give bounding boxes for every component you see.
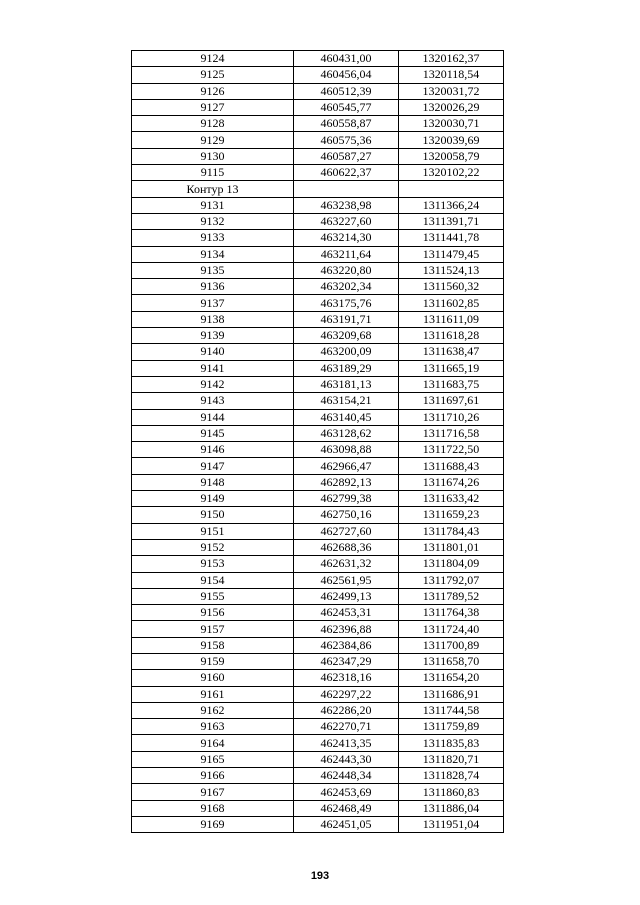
x-coordinate-cell: 462688,36	[294, 539, 399, 555]
table-row	[132, 572, 504, 588]
y-coordinate-cell: 1320031,72	[399, 83, 504, 99]
table-row	[132, 181, 504, 197]
x-coordinate-cell: 462347,29	[294, 653, 399, 669]
y-coordinate-cell: 1311674,26	[399, 474, 504, 490]
x-coordinate-cell: 462318,16	[294, 670, 399, 686]
y-coordinate-cell: 1320162,37	[399, 51, 504, 67]
point-id-cell: 9138	[132, 311, 294, 327]
point-id-cell: 9158	[132, 637, 294, 653]
x-coordinate-cell: 463211,64	[294, 246, 399, 262]
y-coordinate-cell: 1311804,09	[399, 556, 504, 572]
y-coordinate-cell: 1311391,71	[399, 213, 504, 229]
y-coordinate-cell: 1311716,58	[399, 425, 504, 441]
x-coordinate-cell: 463220,80	[294, 262, 399, 278]
x-coordinate-cell: 463175,76	[294, 295, 399, 311]
x-coordinate-cell: 462286,20	[294, 702, 399, 718]
y-coordinate-cell: 1311688,43	[399, 458, 504, 474]
table-row	[132, 295, 504, 311]
y-coordinate-cell: 1311658,70	[399, 653, 504, 669]
coordinates-table	[131, 50, 504, 833]
y-coordinate-cell: 1311602,85	[399, 295, 504, 311]
x-coordinate-cell: 462384,86	[294, 637, 399, 653]
table-row	[132, 605, 504, 621]
x-coordinate-cell: 460558,87	[294, 116, 399, 132]
table-row	[132, 132, 504, 148]
y-coordinate-cell: 1311700,89	[399, 637, 504, 653]
x-coordinate-cell: 463191,71	[294, 311, 399, 327]
y-coordinate-cell: 1311618,28	[399, 328, 504, 344]
table-row	[132, 800, 504, 816]
page-number: 193	[310, 870, 330, 882]
table-row	[132, 213, 504, 229]
point-id-cell: 9130	[132, 148, 294, 164]
point-id-cell: 9154	[132, 572, 294, 588]
x-coordinate-cell: 462631,32	[294, 556, 399, 572]
y-coordinate-cell: 1311638,47	[399, 344, 504, 360]
table-row	[132, 116, 504, 132]
point-id-cell: 9141	[132, 360, 294, 376]
point-id-cell: 9152	[132, 539, 294, 555]
y-coordinate-cell: 1311611,09	[399, 311, 504, 327]
point-id-cell: 9129	[132, 132, 294, 148]
point-id-cell: 9162	[132, 702, 294, 718]
point-id-cell: 9115	[132, 165, 294, 181]
table-row	[132, 556, 504, 572]
point-id-cell: 9159	[132, 653, 294, 669]
x-coordinate-cell: 463209,68	[294, 328, 399, 344]
x-coordinate-cell: 460545,77	[294, 99, 399, 115]
y-coordinate-cell: 1311801,01	[399, 539, 504, 555]
x-coordinate-cell: 463189,29	[294, 360, 399, 376]
y-coordinate-cell: 1311524,13	[399, 262, 504, 278]
table-row	[132, 474, 504, 490]
point-id-cell: 9137	[132, 295, 294, 311]
table-row	[132, 376, 504, 392]
x-coordinate-cell: 462448,34	[294, 768, 399, 784]
table-row	[132, 51, 504, 67]
x-coordinate-cell: 463202,34	[294, 279, 399, 295]
y-coordinate-cell: 1311441,78	[399, 230, 504, 246]
y-coordinate-cell: 1311722,50	[399, 442, 504, 458]
y-coordinate-cell: 1311633,42	[399, 491, 504, 507]
y-coordinate-cell: 1320039,69	[399, 132, 504, 148]
table-row	[132, 442, 504, 458]
table-row	[132, 165, 504, 181]
table-row	[132, 670, 504, 686]
x-coordinate-cell: 460575,36	[294, 132, 399, 148]
y-coordinate-cell: 1311697,61	[399, 393, 504, 409]
y-coordinate-cell	[399, 181, 504, 197]
point-id-cell: 9132	[132, 213, 294, 229]
point-id-cell: 9142	[132, 376, 294, 392]
point-id-cell: 9139	[132, 328, 294, 344]
table-row	[132, 246, 504, 262]
point-id-cell: 9168	[132, 800, 294, 816]
point-id-cell: 9146	[132, 442, 294, 458]
table-row	[132, 262, 504, 278]
table-row	[132, 425, 504, 441]
y-coordinate-cell: 1311665,19	[399, 360, 504, 376]
y-coordinate-cell: 1311479,45	[399, 246, 504, 262]
table-row	[132, 409, 504, 425]
table-row	[132, 279, 504, 295]
y-coordinate-cell: 1320058,79	[399, 148, 504, 164]
y-coordinate-cell: 1311654,20	[399, 670, 504, 686]
point-id-cell: 9149	[132, 491, 294, 507]
x-coordinate-cell: 463227,60	[294, 213, 399, 229]
table-row	[132, 311, 504, 327]
point-id-cell: 9147	[132, 458, 294, 474]
table-row	[132, 784, 504, 800]
point-id-cell: 9124	[132, 51, 294, 67]
x-coordinate-cell: 462297,22	[294, 686, 399, 702]
x-coordinate-cell: 460512,39	[294, 83, 399, 99]
x-coordinate-cell: 462443,30	[294, 751, 399, 767]
point-id-cell: 9166	[132, 768, 294, 784]
x-coordinate-cell: 462396,88	[294, 621, 399, 637]
x-coordinate-cell: 462750,16	[294, 507, 399, 523]
table-row	[132, 768, 504, 784]
x-coordinate-cell: 460431,00	[294, 51, 399, 67]
table-row	[132, 344, 504, 360]
x-coordinate-cell: 463154,21	[294, 393, 399, 409]
y-coordinate-cell: 1311789,52	[399, 588, 504, 604]
y-coordinate-cell: 1320118,54	[399, 67, 504, 83]
table-row	[132, 148, 504, 164]
y-coordinate-cell: 1311686,91	[399, 686, 504, 702]
table-row	[132, 393, 504, 409]
x-coordinate-cell: 460456,04	[294, 67, 399, 83]
point-id-cell: 9145	[132, 425, 294, 441]
y-coordinate-cell: 1311759,89	[399, 719, 504, 735]
y-coordinate-cell: 1320026,29	[399, 99, 504, 115]
point-id-cell: 9136	[132, 279, 294, 295]
y-coordinate-cell: 1311710,26	[399, 409, 504, 425]
x-coordinate-cell: 462468,49	[294, 800, 399, 816]
table-row	[132, 816, 504, 832]
x-coordinate-cell: 463140,45	[294, 409, 399, 425]
point-id-cell: 9148	[132, 474, 294, 490]
point-id-cell: 9135	[132, 262, 294, 278]
table-row	[132, 507, 504, 523]
y-coordinate-cell: 1311560,32	[399, 279, 504, 295]
point-id-cell: 9157	[132, 621, 294, 637]
table-row	[132, 458, 504, 474]
x-coordinate-cell: 463238,98	[294, 197, 399, 213]
table-row	[132, 523, 504, 539]
y-coordinate-cell: 1311366,24	[399, 197, 504, 213]
y-coordinate-cell: 1311835,83	[399, 735, 504, 751]
x-coordinate-cell: 462451,05	[294, 816, 399, 832]
y-coordinate-cell: 1311659,23	[399, 507, 504, 523]
coordinates-table-body	[132, 51, 504, 833]
x-coordinate-cell: 462270,71	[294, 719, 399, 735]
point-id-cell: 9131	[132, 197, 294, 213]
table-row	[132, 328, 504, 344]
y-coordinate-cell: 1311820,71	[399, 751, 504, 767]
table-row	[132, 735, 504, 751]
point-id-cell: 9169	[132, 816, 294, 832]
table-row	[132, 67, 504, 83]
point-id-cell: 9144	[132, 409, 294, 425]
point-id-cell: 9160	[132, 670, 294, 686]
y-coordinate-cell: 1320102,22	[399, 165, 504, 181]
point-id-cell: 9127	[132, 99, 294, 115]
point-id-cell: 9128	[132, 116, 294, 132]
x-coordinate-cell: 460587,27	[294, 148, 399, 164]
point-id-cell: 9151	[132, 523, 294, 539]
x-coordinate-cell: 460622,37	[294, 165, 399, 181]
point-id-cell: 9143	[132, 393, 294, 409]
point-id-cell: 9163	[132, 719, 294, 735]
x-coordinate-cell: 462499,13	[294, 588, 399, 604]
point-id-cell: 9164	[132, 735, 294, 751]
y-coordinate-cell: 1311951,04	[399, 816, 504, 832]
point-id-cell: 9165	[132, 751, 294, 767]
x-coordinate-cell: 462413,35	[294, 735, 399, 751]
table-row	[132, 621, 504, 637]
y-coordinate-cell: 1311724,40	[399, 621, 504, 637]
table-row	[132, 230, 504, 246]
point-id-cell: 9150	[132, 507, 294, 523]
table-row	[132, 491, 504, 507]
table-row	[132, 588, 504, 604]
y-coordinate-cell: 1311860,83	[399, 784, 504, 800]
x-coordinate-cell: 463098,88	[294, 442, 399, 458]
x-coordinate-cell: 462892,13	[294, 474, 399, 490]
y-coordinate-cell: 1311764,38	[399, 605, 504, 621]
x-coordinate-cell: 462453,31	[294, 605, 399, 621]
table-row	[132, 83, 504, 99]
table-row	[132, 751, 504, 767]
y-coordinate-cell: 1311784,43	[399, 523, 504, 539]
point-id-cell: 9126	[132, 83, 294, 99]
x-coordinate-cell: 462561,95	[294, 572, 399, 588]
table-row	[132, 686, 504, 702]
point-id-cell: 9133	[132, 230, 294, 246]
table-row	[132, 637, 504, 653]
point-id-cell: 9156	[132, 605, 294, 621]
y-coordinate-cell: 1311792,07	[399, 572, 504, 588]
contour-label-cell: Контур 13	[132, 181, 294, 197]
table-row	[132, 653, 504, 669]
point-id-cell: 9155	[132, 588, 294, 604]
x-coordinate-cell: 463181,13	[294, 376, 399, 392]
x-coordinate-cell: 462799,38	[294, 491, 399, 507]
point-id-cell: 9125	[132, 67, 294, 83]
y-coordinate-cell: 1311683,75	[399, 376, 504, 392]
point-id-cell: 9140	[132, 344, 294, 360]
table-row	[132, 702, 504, 718]
y-coordinate-cell: 1320030,71	[399, 116, 504, 132]
x-coordinate-cell	[294, 181, 399, 197]
table-row	[132, 360, 504, 376]
table-row	[132, 719, 504, 735]
x-coordinate-cell: 462966,47	[294, 458, 399, 474]
coordinates-sheet	[131, 50, 503, 833]
point-id-cell: 9161	[132, 686, 294, 702]
y-coordinate-cell: 1311886,04	[399, 800, 504, 816]
x-coordinate-cell: 463214,30	[294, 230, 399, 246]
point-id-cell: 9134	[132, 246, 294, 262]
table-row	[132, 99, 504, 115]
x-coordinate-cell: 462727,60	[294, 523, 399, 539]
point-id-cell: 9153	[132, 556, 294, 572]
table-row	[132, 539, 504, 555]
x-coordinate-cell: 462453,69	[294, 784, 399, 800]
y-coordinate-cell: 1311828,74	[399, 768, 504, 784]
point-id-cell: 9167	[132, 784, 294, 800]
table-row	[132, 197, 504, 213]
x-coordinate-cell: 463200,09	[294, 344, 399, 360]
x-coordinate-cell: 463128,62	[294, 425, 399, 441]
y-coordinate-cell: 1311744,58	[399, 702, 504, 718]
